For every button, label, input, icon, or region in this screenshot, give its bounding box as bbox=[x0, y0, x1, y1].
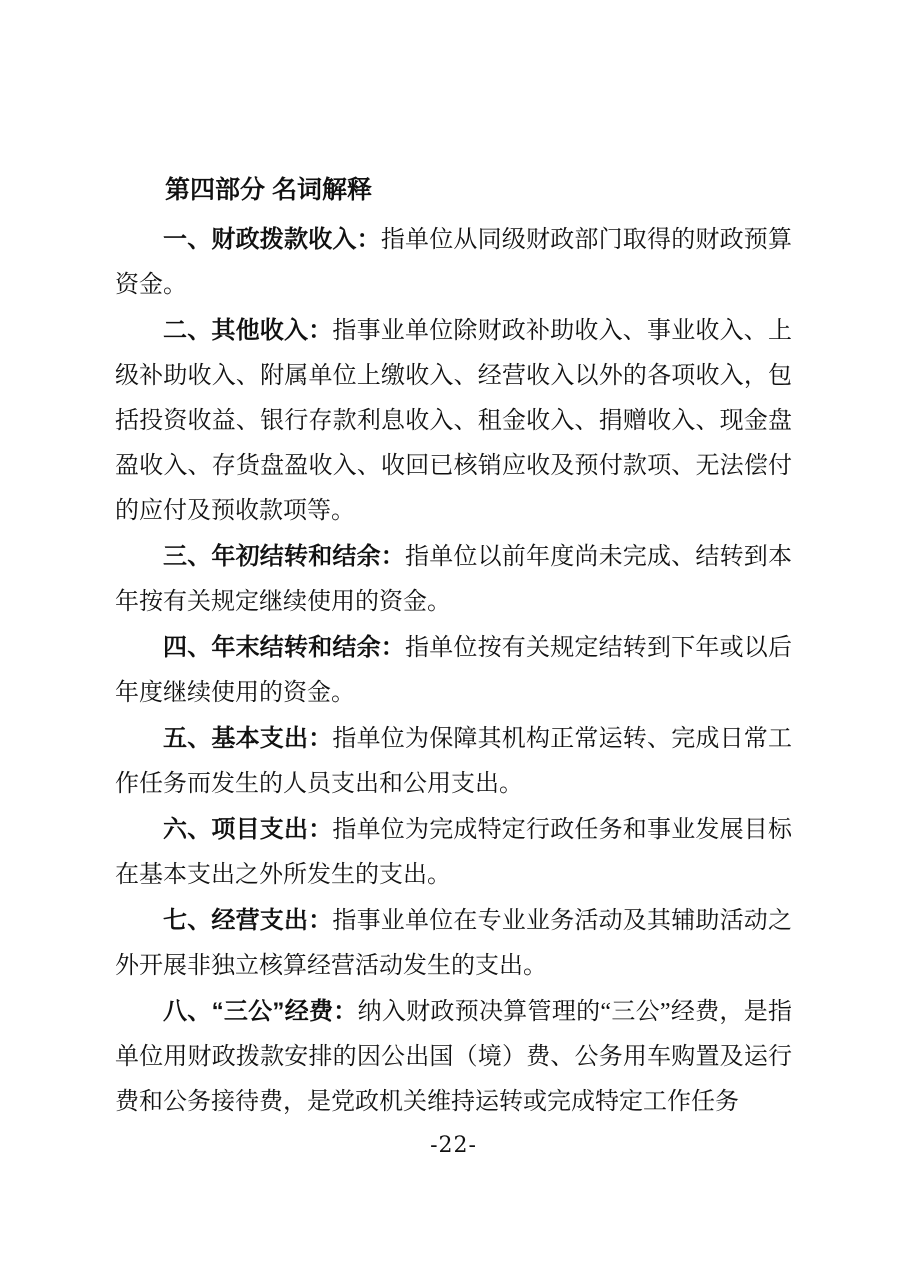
term-label: 三、年初结转和结余： bbox=[163, 543, 405, 570]
definition-paragraph bbox=[115, 898, 792, 989]
definition-text: 指事业单位在专业业务活动及其辅助活动之外开展非独立核算经营活动发生的支出。 bbox=[115, 908, 793, 979]
definition-paragraph bbox=[115, 807, 792, 898]
definition-text: 指单位按有关规定结转到下年或以后年度继续使用的资金。 bbox=[115, 635, 792, 706]
definition-text: 纳入财政预决算管理的“三公”经费，是指单位用财政拨款安排的因公出国（境）费、公务用车购置及运行费和公务接待费，是党政机关维持运转或完成特定工作任务 bbox=[115, 999, 792, 1115]
section-heading: 第四部分 名词解释 bbox=[165, 176, 372, 204]
definition-paragraph bbox=[115, 308, 792, 534]
term-label: 二、其他收入： bbox=[163, 317, 333, 344]
definition-paragraph bbox=[115, 625, 792, 716]
definition-text: 指单位以前年度尚未完成、结转到本年按有关规定继续使用的资金。 bbox=[115, 544, 792, 615]
definition-text: 指事业单位除财政补助收入、事业收入、上级补助收入、附属单位上缴收入、经营收入以外的各项收入，包括投资收益、银行存款利息收入、租金收入、捐赠收入、现金盘盈收入、存货盘盈收入、收回已核销应收及预付款项、无法偿付的应付及预收款项等。 bbox=[115, 318, 793, 524]
definition-paragraph bbox=[115, 716, 792, 807]
term-label: 八、“三公”经费： bbox=[163, 998, 358, 1025]
definition-text: 指单位为完成特定行政任务和事业发展目标在基本支出之外所发生的支出。 bbox=[115, 817, 793, 888]
definition-text: 指单位为保障其机构正常运转、完成日常工作任务而发生的人员支出和公用支出。 bbox=[115, 726, 793, 797]
term-label: 四、年末结转和结余： bbox=[163, 634, 405, 661]
term-label: 一、财政拨款收入： bbox=[163, 226, 381, 253]
definition-paragraph bbox=[115, 534, 792, 625]
definition-text: 指单位从同级财政部门取得的财政预算资金。 bbox=[115, 227, 793, 298]
term-label: 七、经营支出： bbox=[163, 907, 333, 934]
document-body bbox=[115, 217, 792, 1125]
definition-paragraph bbox=[115, 217, 792, 308]
term-label: 六、项目支出： bbox=[163, 816, 333, 843]
definition-paragraph bbox=[115, 989, 792, 1125]
page-number: -22- bbox=[430, 1133, 477, 1158]
term-label: 五、基本支出： bbox=[163, 725, 333, 752]
